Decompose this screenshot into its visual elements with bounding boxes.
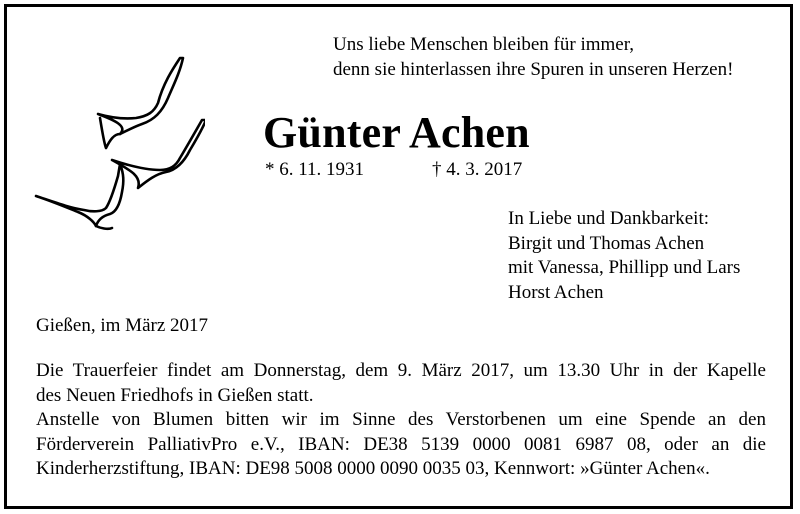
place-date: Gießen, im März 2017 <box>36 315 209 336</box>
mourners-block <box>508 207 740 305</box>
mourner-line: mit Vanessa, Phillipp und Lars <box>508 257 741 278</box>
mourners-intro: In Liebe und Dankbarkeit: <box>508 208 710 229</box>
birth-date: * 6. 11. 1931 <box>265 159 365 180</box>
info-line: Förderverein PalliativPro e.V., IBAN: DE38 5139 0000 0081 6987 08, oder an die <box>36 433 766 455</box>
motto-line-1: Uns liebe Menschen bleiben für immer, <box>333 34 635 55</box>
death-date: † 4. 3. 2017 <box>432 159 523 180</box>
info-line: Die Trauerfeier findet am Donnerstag, dem 9. März 2017, um 13.30 Uhr in der Kapelle <box>36 360 766 381</box>
mourner-line: Birgit und Thomas Achen <box>508 232 705 254</box>
deceased-name: Günter Achen <box>263 108 530 157</box>
flying-birds-icon <box>30 48 205 238</box>
motto <box>333 32 733 82</box>
info-line: Anstelle von Blumen bitten wir im Sinne des Verstorbenen um eine Spende an den <box>36 409 766 431</box>
info-line: des Neuen Friedhofs in Gießen statt. <box>36 384 314 406</box>
mourner-line: Horst Achen <box>508 281 604 303</box>
info-line: Kinderherzstiftung, IBAN: DE98 5008 0000 0090 0035 03, Kennwort: »Günter Achen«. <box>36 458 710 480</box>
funeral-information <box>36 359 766 482</box>
motto-line-2: denn sie hinterlassen ihre Spuren in unseren Herzen! <box>333 59 734 80</box>
